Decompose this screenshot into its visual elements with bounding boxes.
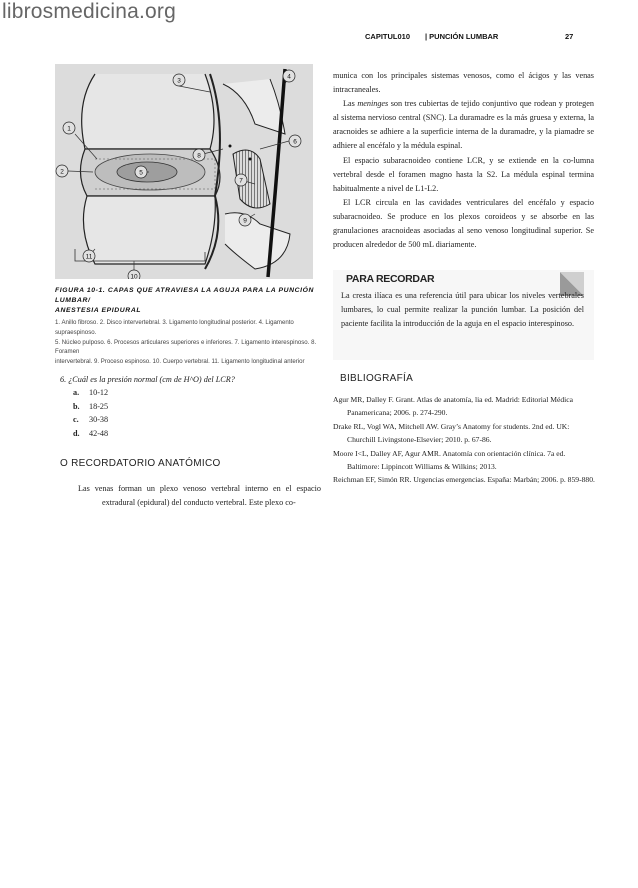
vertebral-body-upper bbox=[82, 74, 214, 149]
callout-5-label: 5 bbox=[139, 169, 143, 177]
figure-legend bbox=[55, 318, 317, 367]
bib-entry: Agur MR, Dalley F. Grant. Atlas de anatomía, lia ed. Madrid: Editorial Médica Panamericana; 2006. p. 274-290. bbox=[333, 395, 574, 418]
figure-spine-diagram bbox=[55, 64, 313, 279]
para-recordar-box bbox=[333, 270, 594, 360]
callout-6-label: 6 bbox=[293, 138, 297, 146]
callout-7-label: 7 bbox=[239, 177, 243, 185]
bibliografia-list bbox=[333, 393, 599, 487]
bib-entry: Moore I<L, Dalley AF, Agur AMR. Anatomía con orientación clínica. 7a ed. Baltimore: Lippincott Williams & Wilkins; 2013. bbox=[333, 448, 566, 472]
callout-1-label: 1 bbox=[67, 125, 71, 133]
header-page-number: 27 bbox=[565, 32, 574, 41]
option-b: b. 18-25 bbox=[73, 401, 109, 411]
right-column-text bbox=[333, 69, 594, 252]
vertebral-body-lower bbox=[83, 196, 215, 264]
callout-8-label: 8 bbox=[197, 152, 201, 160]
option-d: d. 42-48 bbox=[73, 429, 109, 439]
figure-legend-line2: 5. Núcleo pulposo. 6. Procesos articulares superiores e inferiores. 7. Ligamento interespinoso. 8. Foramen bbox=[55, 338, 317, 356]
figure-title-line2: ANESTESIA EPIDURAL bbox=[55, 307, 142, 314]
option-c: c. 30-38 bbox=[73, 415, 109, 425]
watermark: librosmedicina.org bbox=[2, 0, 177, 23]
callout-10-label: 10 bbox=[130, 273, 138, 279]
figure-caption bbox=[55, 286, 317, 367]
meninges-term: meninges bbox=[357, 99, 389, 109]
callout-2-label: 2 bbox=[60, 168, 64, 176]
callout-3-label: 3 bbox=[177, 77, 181, 85]
paragraph-meninges: Las meninges son tres cubiertas de tejido conjuntivo que rodean y protegen al sistema nervioso central (SNC). La duramadre es la más gruesa y externa, la aracnoides se adhiere a la superficie interna de la duramadre, y la piamadre se adhiere al encéfalo y la médula espinal. bbox=[333, 99, 594, 151]
paragraph-lcr: El LCR circula en las cavidades ventriculares del encéfalo y espacio subaracnoideo. Se produce en los plexos coroideos y se absorbe en las granulaciones aracnoideas asociadas al seno venoso longitudinal superior. Se producen alrededor de 500 mL diariamente. bbox=[333, 197, 594, 250]
callout-9-label: 9 bbox=[243, 217, 247, 225]
callout-11-label: 11 bbox=[85, 253, 93, 261]
question-options bbox=[73, 386, 108, 441]
bib-entry: Reichman EF, Simón RR. Urgencias emergencias. España: Marbán; 2006. p. 859-880. bbox=[333, 475, 595, 485]
header-chapter: CAPITUL010 bbox=[365, 32, 411, 41]
paragraph-subarachnoid: El espacio subaracnoideo contiene LCR, y se extiende en la co-lumna vertebral desde el foramen magno hasta la S2. La médula espinal termina habitualmente a nivel de L1-L2. bbox=[333, 155, 594, 193]
paragraph-venous: munica con los principales sistemas venosos, como el ácigos y las venas intracraneales. bbox=[333, 71, 594, 95]
recordatorio-text: Las venas forman un plexo venoso vertebral interno en el espacio extradural (epidural) del conducto vertebral. Este plexo co- bbox=[78, 484, 321, 508]
question-text: 6. ¿Cuál es la presión normal (cm de H^O) del LCR? bbox=[60, 375, 235, 384]
header-section: | PUNCIÓN LUMBAR bbox=[425, 32, 499, 41]
figure-legend-line3: intervertebral. 9. Proceso espinoso. 10. Cuerpo vertebral. 11. Ligamento longitudinal anterior bbox=[55, 358, 305, 366]
bib-entry: Drake RL, Vogl WA, Mitchell AW. Gray’s Anatomy for students. 2nd ed. UK: Churchill Livingstone-Elsevier; 2010. p. 67-86. bbox=[333, 421, 570, 445]
figure-title-line1: FIGURA 10-1. CAPAS QUE ATRAVIESA LA AGUJA PARA LA PUNCIÓN LUMBAR/ bbox=[55, 287, 315, 304]
callout-4-label: 4 bbox=[287, 73, 291, 81]
para-recordar-body: La cresta ilíaca es una referencia útil para ubicar los niveles vertebrales lumbares, lo cual permite realizar la punción lumbar. La posición del paciente facilita la introducción de la aguja en el espacio interespinoso. bbox=[341, 291, 584, 329]
spine-illustration bbox=[55, 64, 313, 279]
figure-legend-line1: 1. Anillo fibroso. 2. Disco intervertebral. 3. Ligamento longitudinal posterior. 4. Ligamento supraespinoso. bbox=[55, 319, 294, 336]
recordatorio-heading: O RECORDATORIO ANATÓMICO bbox=[60, 458, 221, 469]
para-recordar-heading: PARA RECORDAR bbox=[346, 273, 435, 285]
bibliografia-heading: BIBLIOGRAFÍA bbox=[340, 373, 414, 384]
option-a: a. 10-12 bbox=[73, 388, 109, 397]
